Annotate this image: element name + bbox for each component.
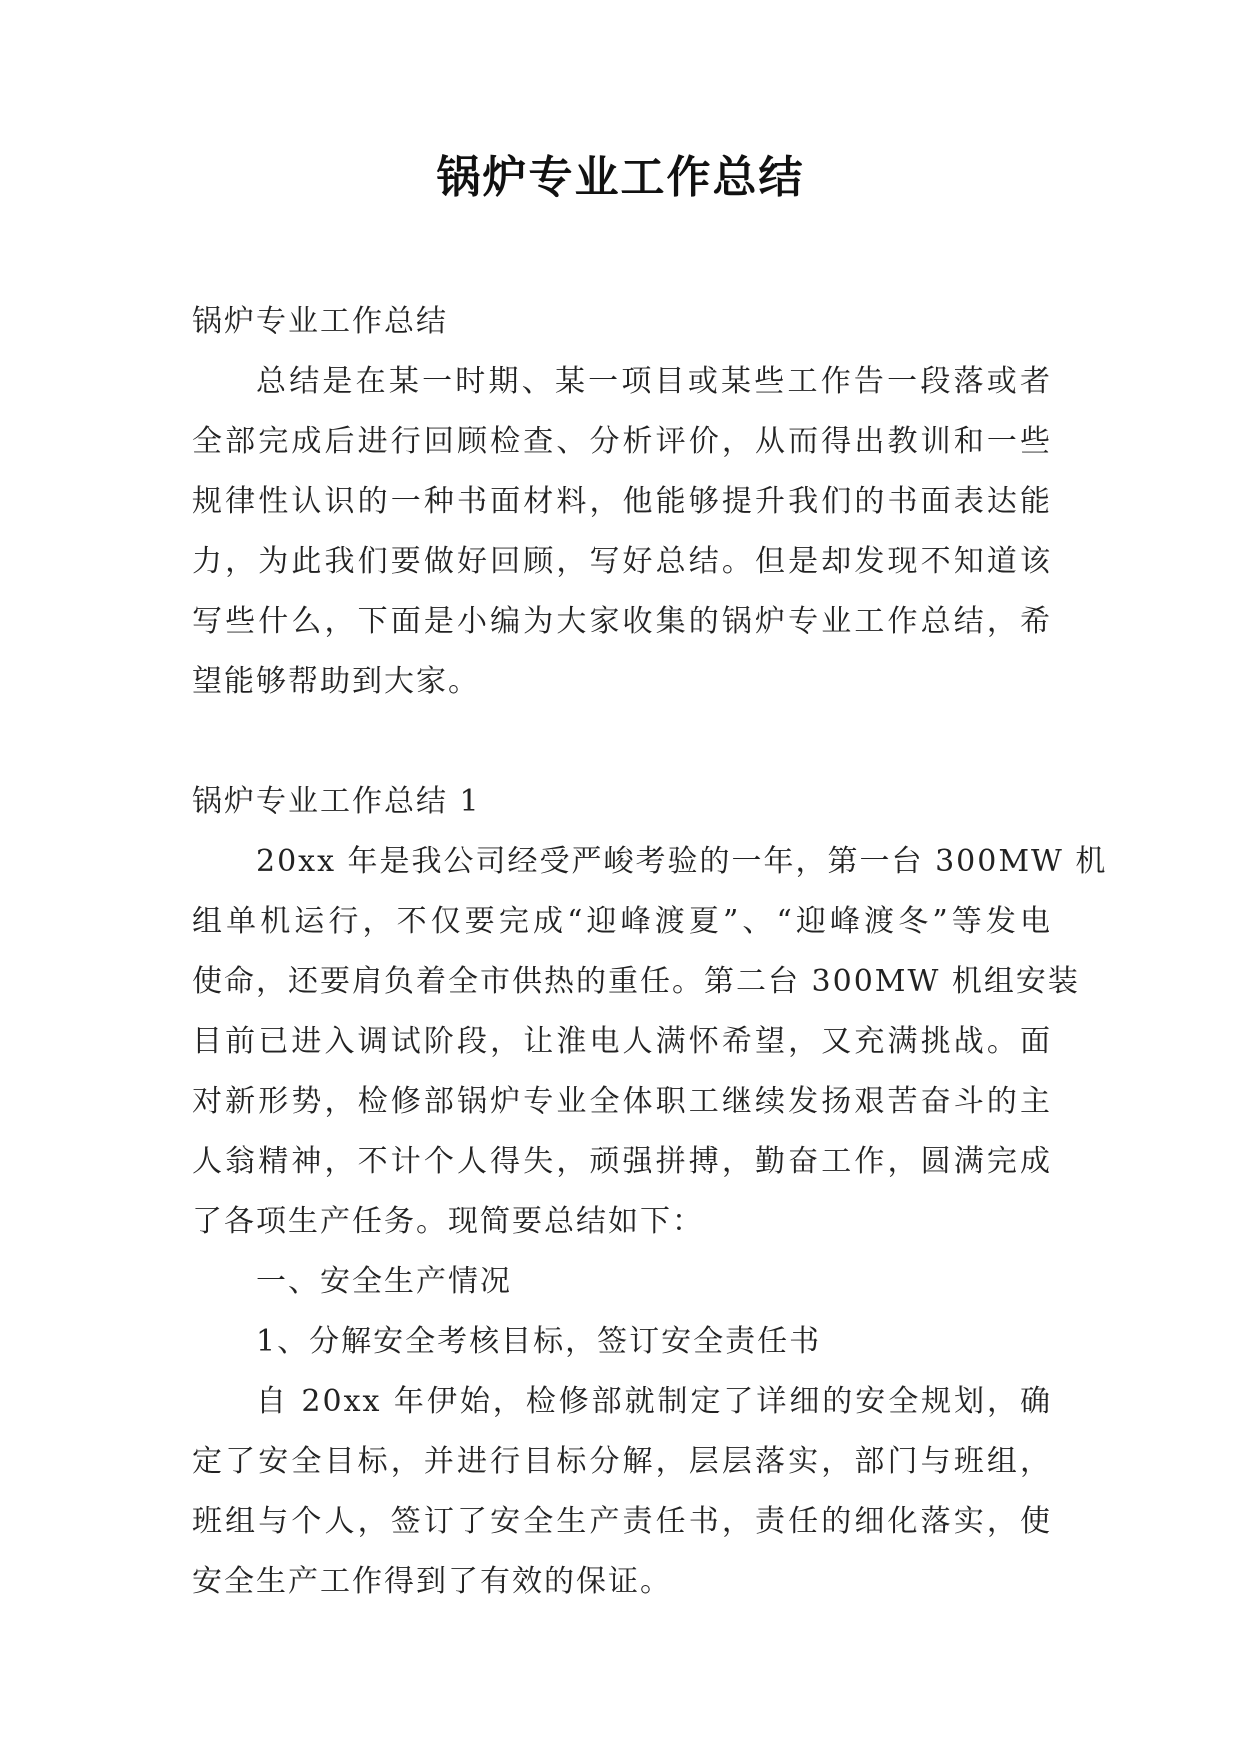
section-line: 20xx 年是我公司经受严峻考验的一年，第一台 300MW 机	[256, 844, 1108, 879]
subheading: 一、安全生产情况	[256, 1264, 512, 1299]
section-line: 使命，还要肩负着全市供热的重任。第二台 300MW 机组安装	[192, 964, 1080, 999]
paragraph-line: 自 20xx 年伊始，检修部就制定了详细的安全规划，确	[256, 1384, 1052, 1419]
subheading: 1、分解安全考核目标，签订安全责任书	[256, 1324, 822, 1359]
section-line: 对新形势，检修部锅炉专业全体职工继续发扬艰苦奋斗的主	[192, 1084, 1052, 1119]
paragraph-line: 安全生产工作得到了有效的保证。	[192, 1564, 672, 1599]
paragraph-line: 定了安全目标，并进行目标分解，层层落实，部门与班组，	[192, 1444, 1052, 1479]
section-line: 人翁精神，不计个人得失，顽强拼搏，勤奋工作，圆满完成	[192, 1144, 1052, 1179]
intro-line: 力，为此我们要做好回顾，写好总结。但是却发现不知道该	[192, 544, 1052, 579]
paragraph-line: 班组与个人，签订了安全生产责任书，责任的细化落实，使	[192, 1504, 1052, 1539]
intro-line: 总结是在某一时期、某一项目或某些工作告一段落或者	[256, 364, 1052, 399]
intro-line: 全部完成后进行回顾检查、分析评价，从而得出教训和一些	[192, 424, 1052, 459]
section-line: 目前已进入调试阶段，让淮电人满怀希望，又充满挑战。面	[192, 1024, 1052, 1059]
document-title: 锅炉专业工作总结	[436, 152, 805, 203]
intro-line: 写些什么，下面是小编为大家收集的锅炉专业工作总结，希	[192, 604, 1052, 639]
section-line: 组单机运行，不仅要完成“迎峰渡夏”、“迎峰渡冬”等发电	[192, 904, 1052, 939]
intro-line: 规律性认识的一种书面材料，他能够提升我们的书面表达能	[192, 484, 1052, 519]
intro-heading: 锅炉专业工作总结	[192, 304, 448, 339]
paragraph-gap	[192, 712, 1052, 772]
section-line: 了各项生产任务。现简要总结如下：	[192, 1204, 704, 1239]
section-heading: 锅炉专业工作总结 1	[192, 784, 481, 819]
intro-line: 望能够帮助到大家。	[192, 664, 480, 699]
document-body	[192, 292, 1108, 1612]
